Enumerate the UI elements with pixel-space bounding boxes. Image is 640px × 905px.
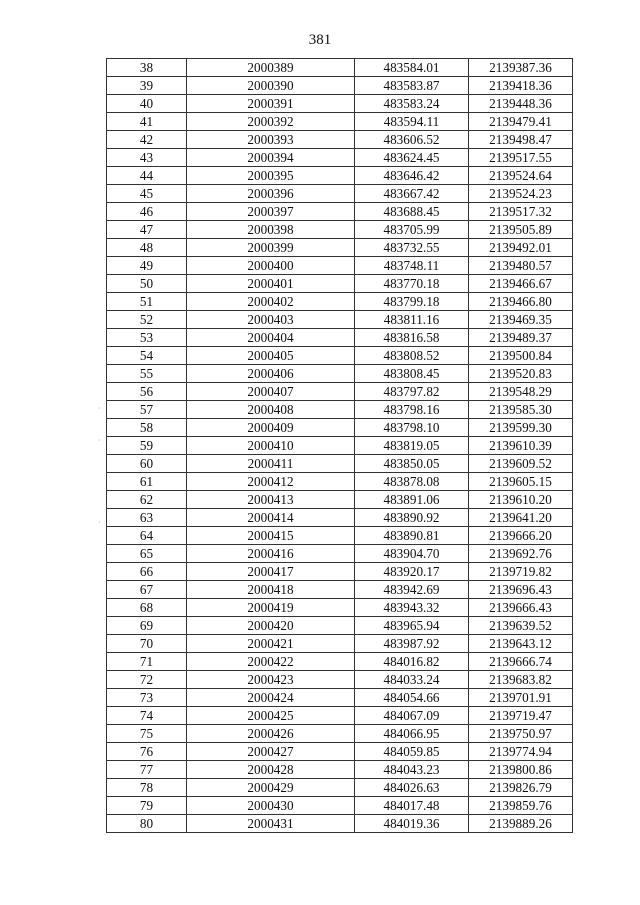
point-id-cell: 2000404 <box>187 329 355 347</box>
point-number-cell: 63 <box>107 509 187 527</box>
point-number-cell: 50 <box>107 275 187 293</box>
x-coordinate-cell: 483770.18 <box>355 275 469 293</box>
x-coordinate-cell: 484067.09 <box>355 707 469 725</box>
table-row <box>107 527 573 545</box>
point-number-cell: 77 <box>107 761 187 779</box>
x-coordinate-cell: 483646.42 <box>355 167 469 185</box>
point-id-cell: 2000425 <box>187 707 355 725</box>
point-id-cell: 2000427 <box>187 743 355 761</box>
point-id-cell: 2000407 <box>187 383 355 401</box>
point-number-cell: 55 <box>107 365 187 383</box>
point-number-cell: 75 <box>107 725 187 743</box>
x-coordinate-cell: 483808.52 <box>355 347 469 365</box>
table-row <box>107 761 573 779</box>
point-number-cell: 40 <box>107 95 187 113</box>
y-coordinate-cell: 2139605.15 <box>469 473 573 491</box>
point-id-cell: 2000412 <box>187 473 355 491</box>
table-row <box>107 347 573 365</box>
x-coordinate-cell: 484054.66 <box>355 689 469 707</box>
margin-dot: · <box>98 404 101 413</box>
point-number-cell: 71 <box>107 653 187 671</box>
point-number-cell: 46 <box>107 203 187 221</box>
table-row <box>107 743 573 761</box>
x-coordinate-cell: 483583.87 <box>355 77 469 95</box>
point-id-cell: 2000399 <box>187 239 355 257</box>
point-number-cell: 51 <box>107 293 187 311</box>
table-row <box>107 401 573 419</box>
x-coordinate-cell: 483819.05 <box>355 437 469 455</box>
point-number-cell: 48 <box>107 239 187 257</box>
margin-dot: · <box>98 436 101 445</box>
point-number-cell: 69 <box>107 617 187 635</box>
point-id-cell: 2000408 <box>187 401 355 419</box>
x-coordinate-cell: 484043.23 <box>355 761 469 779</box>
y-coordinate-cell: 2139610.39 <box>469 437 573 455</box>
point-number-cell: 61 <box>107 473 187 491</box>
point-id-cell: 2000409 <box>187 419 355 437</box>
table-row <box>107 419 573 437</box>
y-coordinate-cell: 2139599.30 <box>469 419 573 437</box>
x-coordinate-cell: 484016.82 <box>355 653 469 671</box>
point-number-cell: 66 <box>107 563 187 581</box>
table-row <box>107 149 573 167</box>
point-number-cell: 52 <box>107 311 187 329</box>
point-id-cell: 2000391 <box>187 95 355 113</box>
point-number-cell: 54 <box>107 347 187 365</box>
y-coordinate-cell: 2139889.26 <box>469 815 573 833</box>
y-coordinate-cell: 2139692.76 <box>469 545 573 563</box>
table-row <box>107 455 573 473</box>
x-coordinate-cell: 484017.48 <box>355 797 469 815</box>
x-coordinate-cell: 483943.32 <box>355 599 469 617</box>
point-id-cell: 2000411 <box>187 455 355 473</box>
y-coordinate-cell: 2139610.20 <box>469 491 573 509</box>
y-coordinate-cell: 2139489.37 <box>469 329 573 347</box>
point-id-cell: 2000400 <box>187 257 355 275</box>
point-id-cell: 2000410 <box>187 437 355 455</box>
point-id-cell: 2000395 <box>187 167 355 185</box>
table-row <box>107 203 573 221</box>
y-coordinate-cell: 2139696.43 <box>469 581 573 599</box>
y-coordinate-cell: 2139701.91 <box>469 689 573 707</box>
y-coordinate-cell: 2139719.82 <box>469 563 573 581</box>
x-coordinate-cell: 483890.81 <box>355 527 469 545</box>
table-row <box>107 563 573 581</box>
table-row <box>107 365 573 383</box>
y-coordinate-cell: 2139859.76 <box>469 797 573 815</box>
point-id-cell: 2000426 <box>187 725 355 743</box>
y-coordinate-cell: 2139480.57 <box>469 257 573 275</box>
point-number-cell: 80 <box>107 815 187 833</box>
point-id-cell: 2000392 <box>187 113 355 131</box>
table-row <box>107 581 573 599</box>
point-number-cell: 47 <box>107 221 187 239</box>
table-row <box>107 491 573 509</box>
point-id-cell: 2000420 <box>187 617 355 635</box>
point-id-cell: 2000394 <box>187 149 355 167</box>
point-number-cell: 64 <box>107 527 187 545</box>
point-number-cell: 56 <box>107 383 187 401</box>
x-coordinate-cell: 483816.58 <box>355 329 469 347</box>
x-coordinate-cell: 483624.45 <box>355 149 469 167</box>
y-coordinate-cell: 2139666.43 <box>469 599 573 617</box>
x-coordinate-cell: 484066.95 <box>355 725 469 743</box>
point-id-cell: 2000402 <box>187 293 355 311</box>
y-coordinate-cell: 2139750.97 <box>469 725 573 743</box>
point-id-cell: 2000405 <box>187 347 355 365</box>
point-id-cell: 2000416 <box>187 545 355 563</box>
point-number-cell: 74 <box>107 707 187 725</box>
x-coordinate-cell: 483942.69 <box>355 581 469 599</box>
point-id-cell: 2000389 <box>187 59 355 77</box>
x-coordinate-cell: 483667.42 <box>355 185 469 203</box>
x-coordinate-cell: 483811.16 <box>355 311 469 329</box>
point-id-cell: 2000430 <box>187 797 355 815</box>
table-row <box>107 383 573 401</box>
table-row <box>107 545 573 563</box>
point-number-cell: 53 <box>107 329 187 347</box>
point-number-cell: 44 <box>107 167 187 185</box>
page-number: 381 <box>308 32 332 48</box>
point-number-cell: 45 <box>107 185 187 203</box>
y-coordinate-cell: 2139641.20 <box>469 509 573 527</box>
point-id-cell: 2000429 <box>187 779 355 797</box>
point-id-cell: 2000415 <box>187 527 355 545</box>
y-coordinate-cell: 2139520.83 <box>469 365 573 383</box>
table-row <box>107 653 573 671</box>
x-coordinate-cell: 484026.63 <box>355 779 469 797</box>
point-number-cell: 62 <box>107 491 187 509</box>
point-number-cell: 41 <box>107 113 187 131</box>
table-row <box>107 599 573 617</box>
table-row <box>107 437 573 455</box>
point-number-cell: 76 <box>107 743 187 761</box>
table-row <box>107 725 573 743</box>
y-coordinate-cell: 2139418.36 <box>469 77 573 95</box>
x-coordinate-cell: 483732.55 <box>355 239 469 257</box>
point-id-cell: 2000406 <box>187 365 355 383</box>
x-coordinate-cell: 484033.24 <box>355 671 469 689</box>
point-id-cell: 2000397 <box>187 203 355 221</box>
point-id-cell: 2000414 <box>187 509 355 527</box>
table-row <box>107 77 573 95</box>
y-coordinate-cell: 2139466.67 <box>469 275 573 293</box>
y-coordinate-cell: 2139498.47 <box>469 131 573 149</box>
point-number-cell: 78 <box>107 779 187 797</box>
x-coordinate-cell: 483748.11 <box>355 257 469 275</box>
point-id-cell: 2000421 <box>187 635 355 653</box>
x-coordinate-cell: 483878.08 <box>355 473 469 491</box>
table-row <box>107 797 573 815</box>
point-id-cell: 2000393 <box>187 131 355 149</box>
table-row <box>107 311 573 329</box>
point-number-cell: 58 <box>107 419 187 437</box>
table-row <box>107 779 573 797</box>
point-id-cell: 2000417 <box>187 563 355 581</box>
y-coordinate-cell: 2139666.74 <box>469 653 573 671</box>
point-id-cell: 2000418 <box>187 581 355 599</box>
x-coordinate-cell: 483606.52 <box>355 131 469 149</box>
point-number-cell: 70 <box>107 635 187 653</box>
point-number-cell: 73 <box>107 689 187 707</box>
x-coordinate-cell: 483799.18 <box>355 293 469 311</box>
coordinates-table-body <box>107 59 573 833</box>
y-coordinate-cell: 2139639.52 <box>469 617 573 635</box>
y-coordinate-cell: 2139500.84 <box>469 347 573 365</box>
y-coordinate-cell: 2139643.12 <box>469 635 573 653</box>
table-row <box>107 689 573 707</box>
x-coordinate-cell: 484059.85 <box>355 743 469 761</box>
x-coordinate-cell: 483594.11 <box>355 113 469 131</box>
table-row <box>107 131 573 149</box>
point-id-cell: 2000398 <box>187 221 355 239</box>
x-coordinate-cell: 483965.94 <box>355 617 469 635</box>
point-id-cell: 2000424 <box>187 689 355 707</box>
table-row <box>107 509 573 527</box>
y-coordinate-cell: 2139524.64 <box>469 167 573 185</box>
point-number-cell: 38 <box>107 59 187 77</box>
table-row <box>107 221 573 239</box>
point-id-cell: 2000428 <box>187 761 355 779</box>
y-coordinate-cell: 2139800.86 <box>469 761 573 779</box>
x-coordinate-cell: 483891.06 <box>355 491 469 509</box>
point-number-cell: 60 <box>107 455 187 473</box>
y-coordinate-cell: 2139585.30 <box>469 401 573 419</box>
point-number-cell: 67 <box>107 581 187 599</box>
y-coordinate-cell: 2139505.89 <box>469 221 573 239</box>
y-coordinate-cell: 2139466.80 <box>469 293 573 311</box>
x-coordinate-cell: 483688.45 <box>355 203 469 221</box>
y-coordinate-cell: 2139524.23 <box>469 185 573 203</box>
y-coordinate-cell: 2139469.35 <box>469 311 573 329</box>
table-row <box>107 257 573 275</box>
y-coordinate-cell: 2139719.47 <box>469 707 573 725</box>
table-row <box>107 275 573 293</box>
table-row <box>107 167 573 185</box>
y-coordinate-cell: 2139448.36 <box>469 95 573 113</box>
point-number-cell: 59 <box>107 437 187 455</box>
table-row <box>107 815 573 833</box>
point-id-cell: 2000396 <box>187 185 355 203</box>
table-row <box>107 95 573 113</box>
point-number-cell: 72 <box>107 671 187 689</box>
x-coordinate-cell: 484019.36 <box>355 815 469 833</box>
coordinates-table <box>106 58 573 833</box>
x-coordinate-cell: 483808.45 <box>355 365 469 383</box>
point-id-cell: 2000431 <box>187 815 355 833</box>
y-coordinate-cell: 2139683.82 <box>469 671 573 689</box>
point-id-cell: 2000419 <box>187 599 355 617</box>
table-row <box>107 707 573 725</box>
y-coordinate-cell: 2139548.29 <box>469 383 573 401</box>
x-coordinate-cell: 483987.92 <box>355 635 469 653</box>
table-row <box>107 473 573 491</box>
x-coordinate-cell: 483705.99 <box>355 221 469 239</box>
y-coordinate-cell: 2139517.32 <box>469 203 573 221</box>
table-row <box>107 59 573 77</box>
table-row <box>107 671 573 689</box>
y-coordinate-cell: 2139826.79 <box>469 779 573 797</box>
y-coordinate-cell: 2139774.94 <box>469 743 573 761</box>
point-id-cell: 2000423 <box>187 671 355 689</box>
x-coordinate-cell: 483904.70 <box>355 545 469 563</box>
x-coordinate-cell: 483920.17 <box>355 563 469 581</box>
table-row <box>107 635 573 653</box>
x-coordinate-cell: 483798.10 <box>355 419 469 437</box>
table-row <box>107 113 573 131</box>
x-coordinate-cell: 483797.82 <box>355 383 469 401</box>
table-row <box>107 329 573 347</box>
x-coordinate-cell: 483890.92 <box>355 509 469 527</box>
table-row <box>107 293 573 311</box>
x-coordinate-cell: 483798.16 <box>355 401 469 419</box>
point-id-cell: 2000413 <box>187 491 355 509</box>
y-coordinate-cell: 2139479.41 <box>469 113 573 131</box>
point-number-cell: 68 <box>107 599 187 617</box>
point-id-cell: 2000403 <box>187 311 355 329</box>
x-coordinate-cell: 483584.01 <box>355 59 469 77</box>
y-coordinate-cell: 2139609.52 <box>469 455 573 473</box>
point-number-cell: 65 <box>107 545 187 563</box>
point-id-cell: 2000422 <box>187 653 355 671</box>
table-row <box>107 185 573 203</box>
point-number-cell: 43 <box>107 149 187 167</box>
y-coordinate-cell: 2139492.01 <box>469 239 573 257</box>
point-number-cell: 49 <box>107 257 187 275</box>
table-row <box>107 239 573 257</box>
y-coordinate-cell: 2139387.36 <box>469 59 573 77</box>
x-coordinate-cell: 483850.05 <box>355 455 469 473</box>
margin-dot: · <box>98 518 101 527</box>
point-number-cell: 42 <box>107 131 187 149</box>
point-id-cell: 2000401 <box>187 275 355 293</box>
table-row <box>107 617 573 635</box>
point-number-cell: 79 <box>107 797 187 815</box>
y-coordinate-cell: 2139517.55 <box>469 149 573 167</box>
x-coordinate-cell: 483583.24 <box>355 95 469 113</box>
point-number-cell: 39 <box>107 77 187 95</box>
point-number-cell: 57 <box>107 401 187 419</box>
point-id-cell: 2000390 <box>187 77 355 95</box>
y-coordinate-cell: 2139666.20 <box>469 527 573 545</box>
